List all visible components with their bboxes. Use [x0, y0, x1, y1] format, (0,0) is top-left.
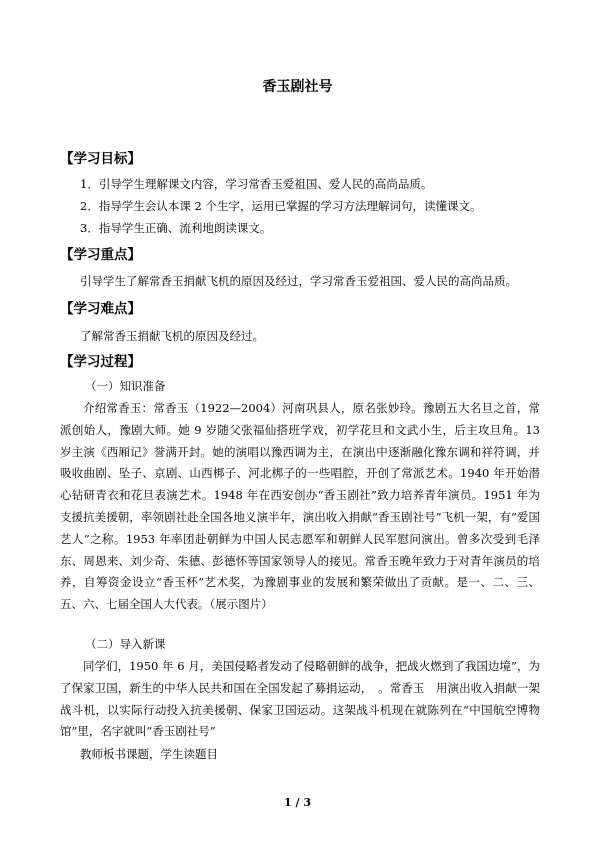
section-heading-difficulty: 【学习难点】 [60, 301, 141, 317]
difficulty-text: 了解常香玉捐献飞机的原因及经过。 [80, 329, 264, 343]
document-title: 香玉剧社号 [262, 79, 333, 95]
goal-item-1: 1．引导学生理解课文内容，学习常香玉爱祖国、爱人民的高尚品质。 [80, 177, 433, 191]
section-heading-key: 【学习重点】 [60, 247, 141, 263]
part1-paragraph: 介绍常香玉：常香玉（1922—2004）河南巩县人，原名张妙玲。豫剧五大名旦之首，常派创始人，豫剧大师。她 9 岁随父张福仙搭班学戏，初学花旦和文武小生，后主攻旦角。13 岁主演《西厢记》誉满开封。她的演唱以豫西调为主，在演出中逐渐融化豫东调和祥符调，并吸收曲剧、坠子、京剧、山西梆子、河北梆子的一些唱腔，开创了常派艺术。1940 年开始潜心钻研青衣和花旦表演艺术。1948 年在西安创办“香玉剧社”致力培养青年演员。1951 年为支援抗美援朝，率领剧社赴全国各地义演半年，演出收入捐献“香玉剧社号”飞机一架，有“爱国艺人”之称。1953 年率团赴朝鲜为中国人民志愿军和朝鲜人民军慰问演出。曾多次受到毛泽东、周恩来、刘少奇、朱德、彭德怀等国家领导人的接见。常香玉晚年致力于对青年演员的培养，自筹资金设立“香玉杯”艺术奖，为豫剧事业的发展和繁荣做出了贡献。是一、二、三、五、六、七届全国人大代表。（展示图片） [60, 401, 540, 612]
goal-item-3: 3．指导学生正确、流利地朗读课文。 [80, 221, 272, 235]
page-number: 1 / 3 [284, 796, 311, 809]
section-heading-goals: 【学习目标】 [60, 151, 141, 167]
key-point-text: 引导学生了解常香玉捐献飞机的原因及经过，学习常香玉爱祖国、爱人民的高尚品质。 [80, 274, 517, 288]
part2-label: （二）导入新课 [85, 637, 166, 651]
goal-item-2: 2．指导学生会认本课 2 个生字，运用已掌握的学习方法理解词句，读懂课文。 [80, 199, 482, 213]
section-heading-process: 【学习过程】 [60, 354, 141, 370]
part2-paragraph: 同学们，1950 年 6 月，美国侵略者发动了侵略朝鲜的战争，把战火燃到了我国边境”，为了保家卫国，新生的中华人民共和国在全国发起了募捐运动， 。常香玉 用演出收入捐献一架战斗机，以实际行动投入抗美援朝、保家卫国运动。这架战斗机现在就陈列在“中国航空博物馆”里，名字就叫“香玉剧社号” [60, 659, 540, 739]
part1-label: （一）知识准备 [85, 379, 166, 393]
part3-text: 教师板书课题，学生读题目 [80, 747, 218, 761]
